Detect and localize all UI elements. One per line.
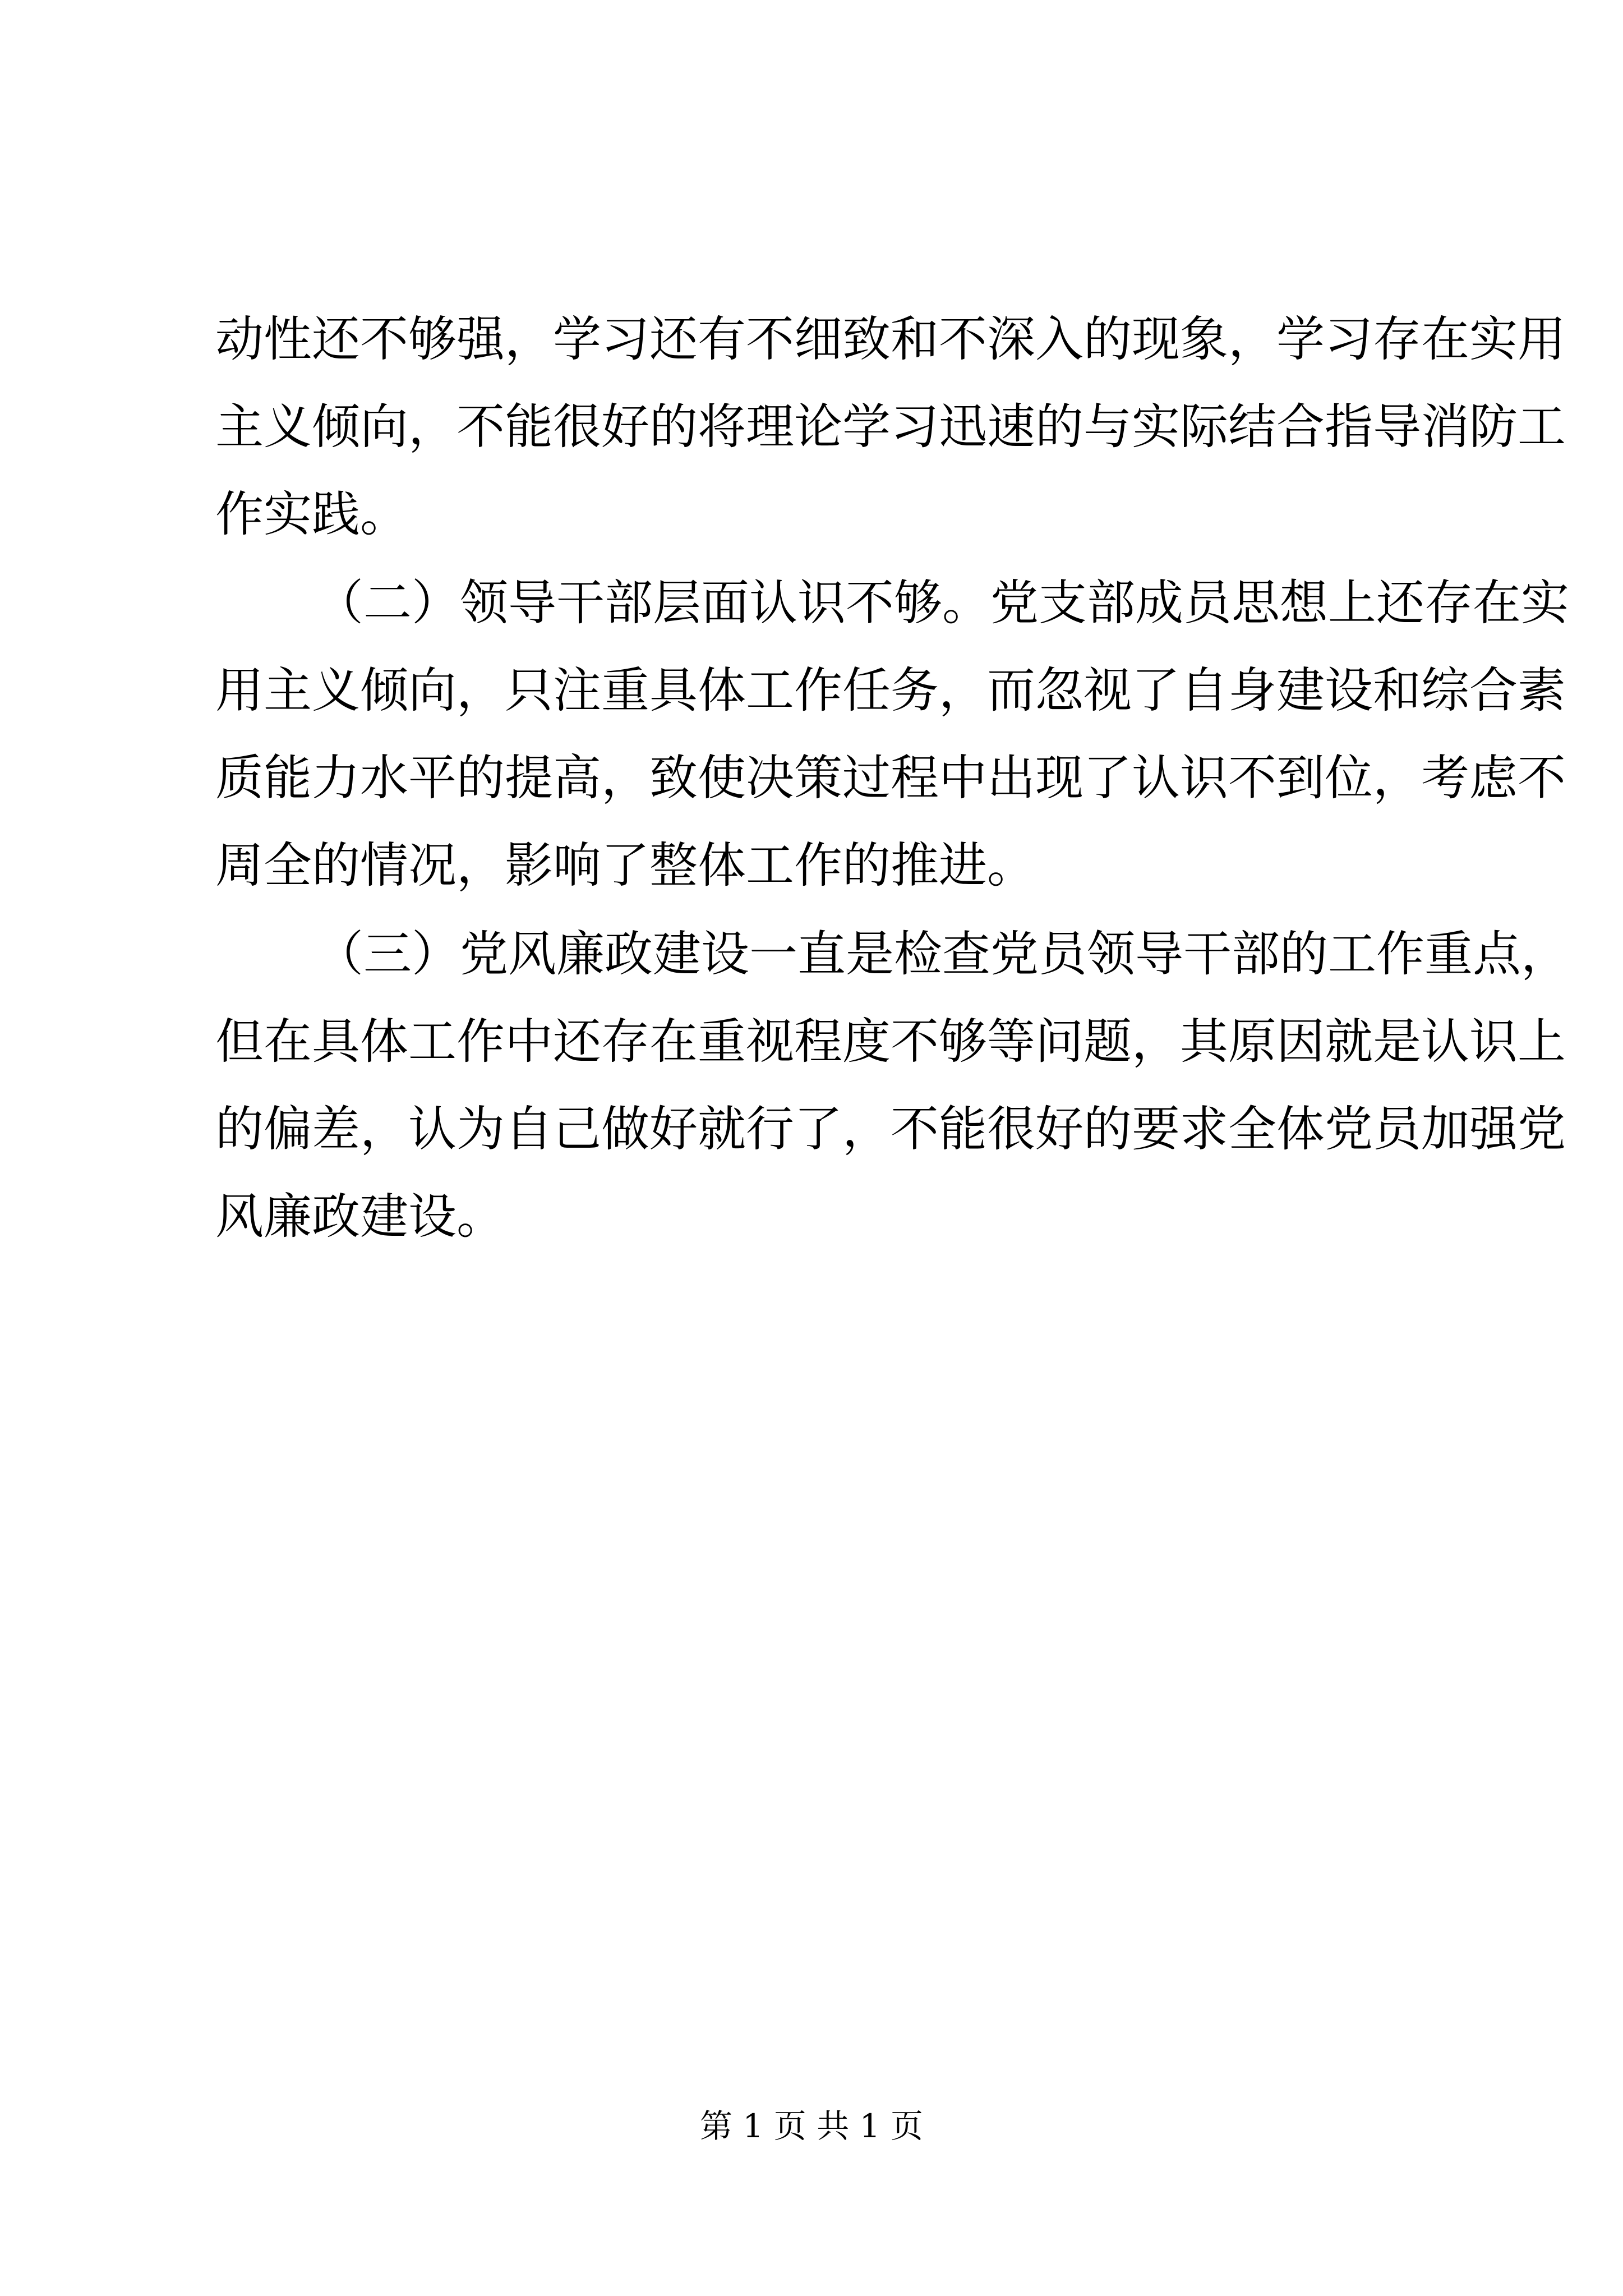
body-line-text: 风廉政建设。: [215, 1189, 505, 1245]
body-line: [0, 736, 1623, 820]
body-line-text: （二）领导干部层面认识不够。党支部成员思想上还存在实: [315, 575, 1569, 631]
body-line: [0, 472, 1623, 556]
page-number-label: 第 1 页 共 1 页: [700, 2107, 923, 2145]
body-line: [0, 648, 1623, 733]
body-line: [0, 1175, 1623, 1259]
body-line-text: 的偏差，认为自己做好就行了，不能很好的要求全体党员加强党: [215, 1101, 1566, 1157]
body-line-text: 用主义倾向，只注重具体工作任务，而忽视了自身建设和综合素: [215, 662, 1566, 719]
body-line: [0, 385, 1623, 469]
body-line-text: 质能力水平的提高，致使决策过程中出现了认识不到位，考虑不: [215, 750, 1566, 806]
body-line: [0, 1000, 1623, 1084]
body-line-text: 主义倾向，不能很好的将理论学习迅速的与实际结合指导消防工: [215, 399, 1566, 455]
body-line-text: 作实践。: [215, 486, 408, 542]
body-line-text: 周全的情况，影响了整体工作的推进。: [215, 838, 1035, 894]
paragraph-first-line: [0, 912, 1623, 996]
body-line: [0, 1087, 1623, 1171]
body-line: [0, 297, 1623, 381]
page-footer: [0, 2104, 1623, 2148]
paragraph-first-line: [0, 561, 1623, 645]
body-line-text: （三）党风廉政建设一直是检查党员领导干部的工作重点，: [315, 926, 1569, 982]
body-line: [0, 823, 1623, 908]
body-line-text: 动性还不够强，学习还有不细致和不深入的现象，学习存在实用: [215, 311, 1566, 367]
body-line-text: 但在具体工作中还存在重视程度不够等问题，其原因就是认识上: [215, 1014, 1566, 1070]
